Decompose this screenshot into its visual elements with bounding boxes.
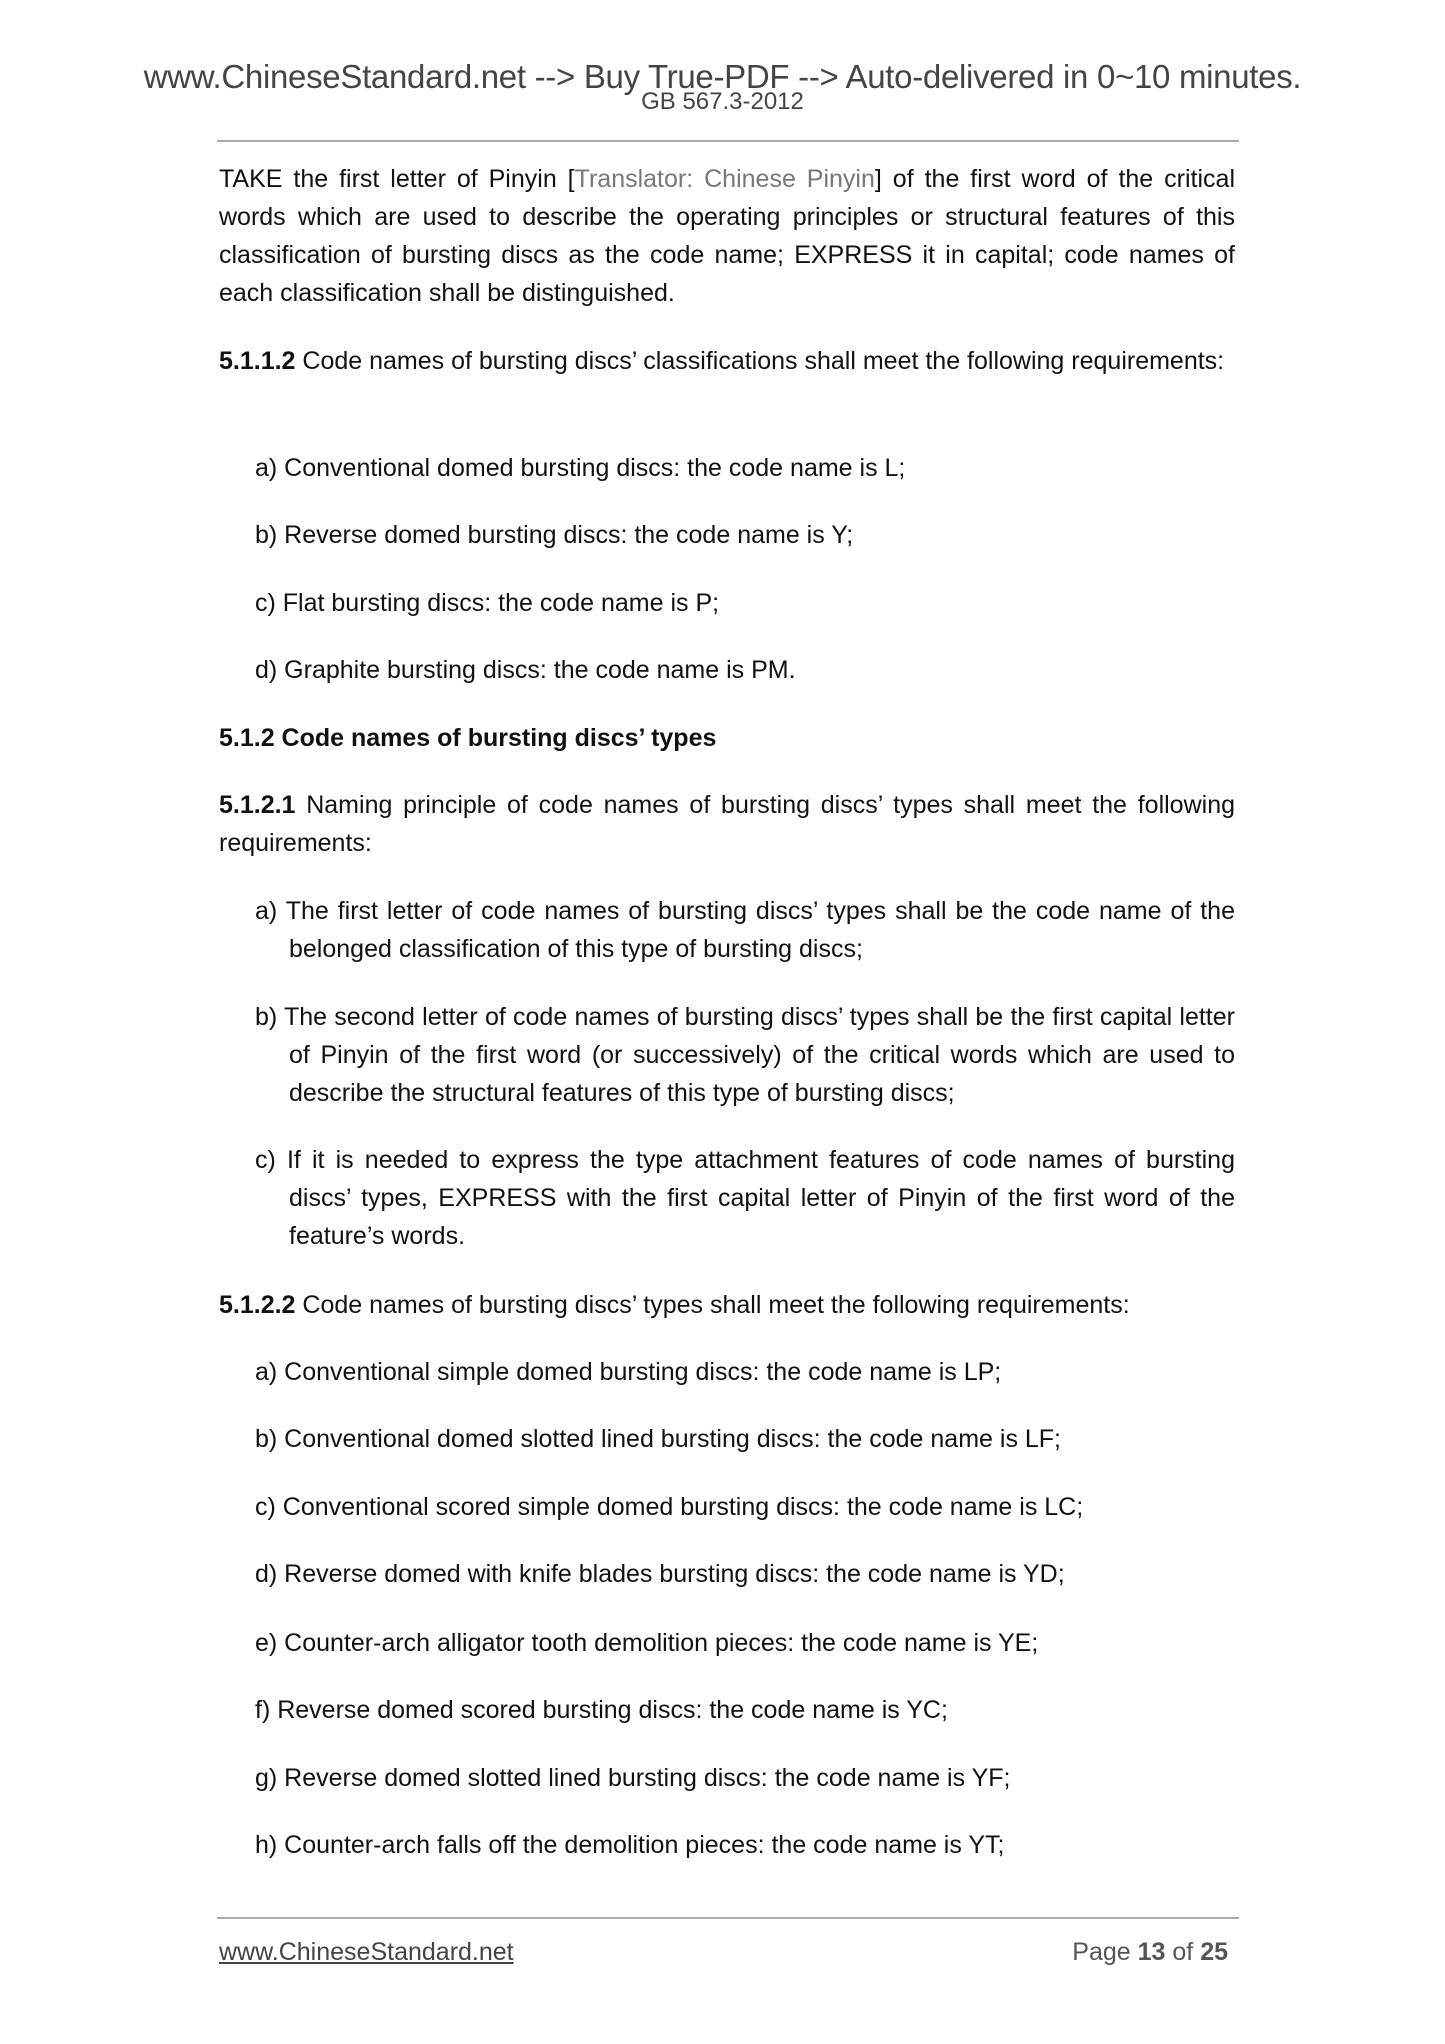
list-item: a) The first letter of code names of bursting discs’ types shall be the code name of the belonged classification of this type of bursting discs;: [255, 897, 1235, 963]
clause-5-1-2-2: [219, 1286, 1235, 1324]
list-item: e) Counter-arch alligator tooth demolition pieces: the code name is YE;: [255, 1629, 1039, 1657]
of-label: of: [1165, 1938, 1201, 1966]
list-item: b) Conventional domed slotted lined bursting discs: the code name is LF;: [255, 1425, 1062, 1453]
list-item: g) Reverse domed slotted lined bursting discs: the code name is YF;: [255, 1764, 1011, 1792]
text: ] of the first word of the critical words which are used to describe the operating principles or structural features of this classification of bursting discs as the code name; EXPRESS it in capital; code names of each classification shall be distinguished.: [219, 165, 1235, 307]
clause-number: 5.1.1.2: [219, 347, 296, 375]
current-page: 13: [1137, 1938, 1166, 1966]
clause-5-1-1-2: [219, 342, 1235, 380]
list-item: a) Conventional simple domed bursting discs: the code name is LP;: [255, 1358, 1002, 1386]
clause-number: 5.1.2.2: [219, 1291, 296, 1319]
clause-text: Code names of bursting discs’ classifications shall meet the following requirements:: [295, 347, 1225, 375]
paragraph-intro: [219, 160, 1235, 312]
text: TAKE the first letter of Pinyin [: [219, 165, 575, 193]
footer-rule: [217, 1917, 1239, 1919]
list-item: c) If it is needed to express the type attachment features of code names of bursting discs’ types, EXPRESS with the first capital letter of Pinyin of the first word of the feature’s words.: [255, 1146, 1235, 1250]
clause-text: Naming principle of code names of bursting discs’ types shall meet the following requirements:: [219, 791, 1235, 857]
section-heading-5-1-2: 5.1.2 Code names of bursting discs’ types: [219, 724, 717, 752]
list-item: b) The second letter of code names of bursting discs’ types shall be the first capital letter of Pinyin of the first word (or successively) of the critical words which are used to describe the structural features of this type of bursting discs;: [255, 1003, 1235, 1107]
list-item: h) Counter-arch falls off the demolition pieces: the code name is YT;: [255, 1831, 1005, 1859]
page-number: [1072, 1938, 1228, 1967]
list-item: c) Conventional scored simple domed bursting discs: the code name is LC;: [255, 1493, 1084, 1521]
header-rule: [217, 140, 1239, 142]
list-item: d) Reverse domed with knife blades bursting discs: the code name is YD;: [255, 1560, 1065, 1588]
clause-number: 5.1.2.1: [219, 791, 296, 819]
clause-text: Code names of bursting discs’ types shall meet the following requirements:: [295, 1291, 1130, 1319]
total-pages: 25: [1200, 1938, 1228, 1966]
list-item: b) Reverse domed bursting discs: the code name is Y;: [255, 521, 854, 549]
header-banner[interactable]: www.ChineseStandard.net --> Buy True-PDF --> Auto-delivered in 0~10 minutes.: [143, 58, 1302, 95]
translator-note: Translator: Chinese Pinyin: [574, 165, 875, 193]
footer-site-link[interactable]: www.ChineseStandard.net: [219, 1938, 514, 1966]
list-item: a) Conventional domed bursting discs: the code name is L;: [255, 454, 906, 482]
clause-5-1-2-1: [219, 786, 1235, 862]
list-item: d) Graphite bursting discs: the code name is PM.: [255, 656, 796, 684]
page-label: Page: [1072, 1938, 1138, 1966]
document-id: GB 567.3-2012: [641, 88, 804, 115]
list-item: f) Reverse domed scored bursting discs: the code name is YC;: [255, 1696, 948, 1724]
list-item: c) Flat bursting discs: the code name is P;: [255, 589, 720, 617]
